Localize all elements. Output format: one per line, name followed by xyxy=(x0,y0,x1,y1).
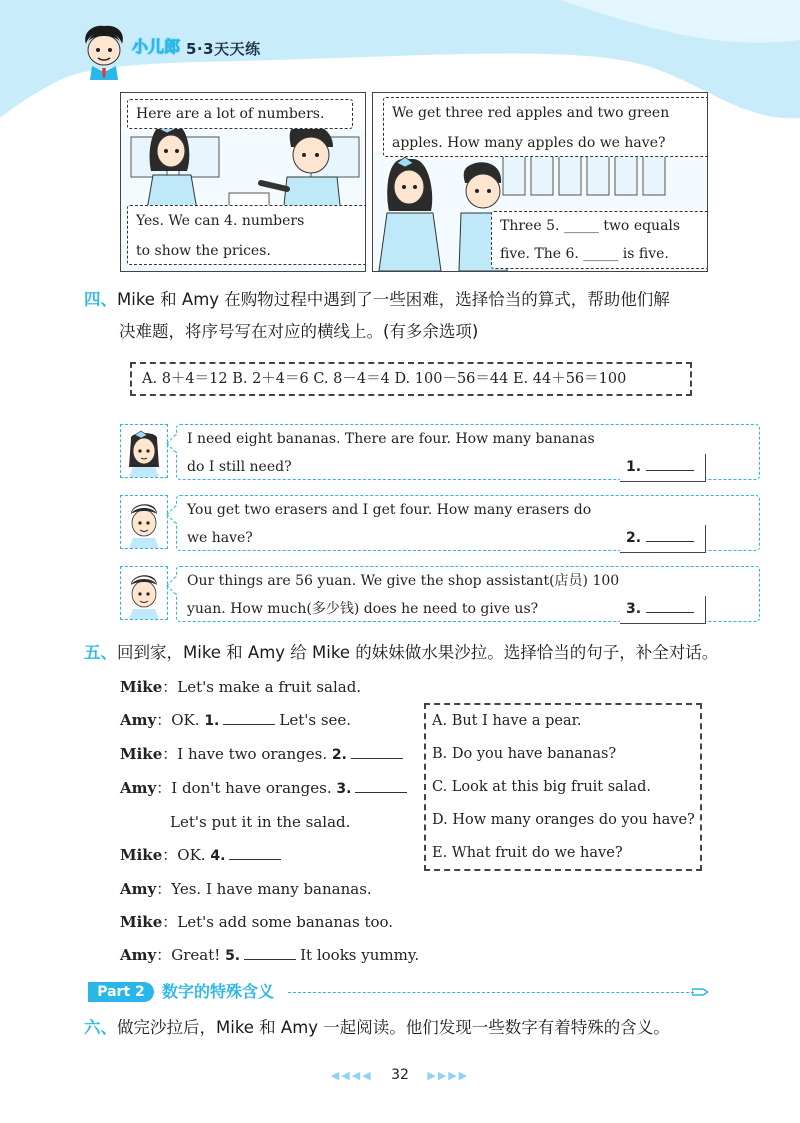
sentence-options-box xyxy=(424,703,702,871)
speaker: Mike xyxy=(120,678,163,696)
answer-blank-3[interactable] xyxy=(646,596,694,613)
part2-header xyxy=(88,980,708,1004)
section6-title xyxy=(84,1012,724,1044)
mike-avatar-icon xyxy=(120,566,168,620)
sep: ： xyxy=(162,913,178,931)
answer-box-1 xyxy=(620,454,706,482)
blank-4[interactable] xyxy=(229,845,281,860)
section4-title xyxy=(84,284,724,348)
speaker: Amy xyxy=(120,880,157,898)
blank-number: 1. xyxy=(204,713,220,729)
section4-number: 四、 xyxy=(84,290,117,309)
comic2-bubble-1-line2: apples. How many apples do we have? xyxy=(392,135,666,151)
blank-1[interactable] xyxy=(223,710,275,725)
blank-5[interactable] xyxy=(244,945,296,960)
option-c: C. Look at this big fruit salad. xyxy=(432,779,651,795)
conv-line-3 xyxy=(120,738,419,772)
line-text: Yes. I have many bananas. xyxy=(171,880,372,898)
line-text: Let's add some bananas too. xyxy=(177,913,394,931)
boy-mascot-icon xyxy=(78,22,130,82)
dialog-1-line1: I need eight bananas. There are four. How many bananas xyxy=(187,431,595,447)
conv-line-2 xyxy=(120,704,419,738)
sep: ： xyxy=(156,946,172,964)
conv-line-8 xyxy=(120,906,419,939)
dialog-row-1 xyxy=(120,424,706,484)
answer-label-1: 1. xyxy=(626,459,642,475)
conv-line-9 xyxy=(120,939,419,973)
line-text: Let's put it in the salad. xyxy=(170,813,351,831)
line-text: Let's make a fruit salad. xyxy=(177,678,362,696)
option-e: E. What fruit do we have? xyxy=(432,845,623,861)
blank-number: 3. xyxy=(336,781,352,797)
section5-number: 五、 xyxy=(84,643,117,662)
comic2-bubble-2-line1: Three 5. _____ two equals xyxy=(500,218,681,234)
part2-title: 数字的特殊含义 xyxy=(162,982,275,1001)
mike-avatar-icon xyxy=(120,495,168,549)
answer-box-2 xyxy=(620,525,706,553)
equation-choices-box: A. 8＋4＝12 B. 2＋4＝6 C. 8－4＝4 D. 100－56＝44 E. 44＋56＝100 xyxy=(130,362,692,396)
sep: ： xyxy=(162,678,178,696)
sep: ： xyxy=(162,846,178,864)
section5-title xyxy=(84,637,724,669)
conversation xyxy=(120,671,419,973)
comic2-bubble-2 xyxy=(491,211,708,269)
speaker: Amy xyxy=(120,779,157,797)
sep: ： xyxy=(162,745,178,763)
part2-divider xyxy=(288,992,694,993)
speaker: Amy xyxy=(120,711,157,729)
blank-2[interactable] xyxy=(351,744,403,759)
comic1-bubble-2-line1: Yes. We can 4. numbers xyxy=(136,213,305,229)
comic1-bubble-1: Here are a lot of numbers. xyxy=(127,99,353,129)
section6-title-text: 做完沙拉后，Mike 和 Amy 一起阅读。他们发现一些数字有着特殊的含义。 xyxy=(117,1018,670,1037)
option-a: A. But I have a pear. xyxy=(432,713,582,729)
conv-line-1 xyxy=(120,671,419,704)
dialog-3-line1: Our things are 56 yuan. We give the shop assistant(店员) 100 xyxy=(187,573,620,589)
page-number xyxy=(0,1067,800,1083)
section5-title-text: 回到家，Mike 和 Amy 给 Mike 的妹妹做水果沙拉。选择恰当的句子，补全对话。 xyxy=(117,643,719,662)
dialog-2-line1: You get two erasers and I get four. How many erasers do xyxy=(187,502,592,518)
amy-avatar-icon xyxy=(120,424,168,478)
comic2-bubble-2-line2: five. The 6. _____ is five. xyxy=(500,246,669,262)
answer-label-2: 2. xyxy=(626,530,642,546)
blank-number: 4. xyxy=(210,848,226,864)
part2-pill: Part 2 xyxy=(88,982,154,1002)
speaker: Mike xyxy=(120,913,163,931)
left-arrows-icon: ◀◀◀◀ xyxy=(330,1069,373,1082)
sep: ： xyxy=(156,779,172,797)
line-text: I have two oranges. xyxy=(177,745,328,763)
comic2-bubble-1-line1: We get three red apples and two green xyxy=(392,105,670,121)
series-title: 5·3天天练 xyxy=(186,40,261,58)
dialog-row-2 xyxy=(120,495,706,555)
sep: ： xyxy=(156,711,172,729)
speaker: Mike xyxy=(120,745,163,763)
blank-number: 2. xyxy=(331,747,347,763)
dialog-row-3 xyxy=(120,566,706,626)
line-text: OK. xyxy=(177,846,206,864)
line-text: Great! xyxy=(171,946,221,964)
answer-blank-1[interactable] xyxy=(646,454,694,471)
right-arrows-icon: ▶▶▶▶ xyxy=(427,1069,470,1082)
speaker: Mike xyxy=(120,846,163,864)
blank-3[interactable] xyxy=(355,778,407,793)
section4-title-line1: Mike 和 Amy 在购物过程中遇到了一些困难，选择恰当的算式，帮助他们解 xyxy=(117,290,670,309)
logo-text: 小儿郎 xyxy=(132,37,181,56)
dialog-1-line2: do I still need? xyxy=(187,459,292,475)
comic1-bubble-2 xyxy=(127,205,366,265)
conv-line-5 xyxy=(120,806,419,839)
line-text: OK. xyxy=(171,711,200,729)
section6-number: 六、 xyxy=(84,1018,117,1037)
line-text: I don't have oranges. xyxy=(171,779,332,797)
option-d: D. How many oranges do you have? xyxy=(432,812,695,828)
line-text: Let's see. xyxy=(279,711,352,729)
comic-panel-1 xyxy=(120,92,366,272)
answer-box-3 xyxy=(620,596,706,624)
section4-title-line2: 决难题，将序号写在对应的横线上。(有多余选项) xyxy=(119,322,479,341)
comic2-bubble-1 xyxy=(383,97,708,157)
pencil-icon xyxy=(692,985,708,999)
option-b: B. Do you have bananas? xyxy=(432,746,617,762)
conv-line-6 xyxy=(120,839,419,873)
answer-label-3: 3. xyxy=(626,601,642,617)
speaker: Amy xyxy=(120,946,157,964)
dialog-2-line2: we have? xyxy=(187,530,253,546)
comic1-bubble-2-line2: to show the prices. xyxy=(136,243,271,259)
answer-blank-2[interactable] xyxy=(646,525,694,542)
conv-line-7 xyxy=(120,873,419,906)
dialog-3-line2: yuan. How much(多少钱) does he need to give us? xyxy=(187,601,539,617)
page-number-text: 32 xyxy=(391,1067,409,1083)
line-text: It looks yummy. xyxy=(300,946,420,964)
conv-line-4 xyxy=(120,772,419,806)
sep: ： xyxy=(156,880,172,898)
comic-panel-2 xyxy=(372,92,708,272)
blank-number: 5. xyxy=(225,948,241,964)
